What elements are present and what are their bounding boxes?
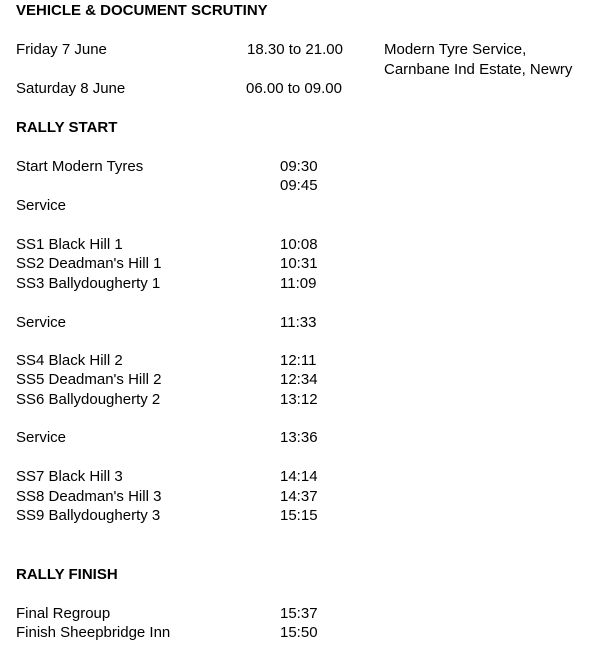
ss1-label: SS1 Black Hill 1 [16, 236, 123, 253]
ss5-label: SS5 Deadman's Hill 2 [16, 371, 162, 388]
saturday-label: Saturday 8 June [16, 80, 126, 97]
rally-start-heading: RALLY START [16, 119, 118, 136]
finish-time: 15:50 [280, 624, 318, 641]
friday-label: Friday 7 June [16, 41, 107, 58]
ss6-label: SS6 Ballydougherty 2 [16, 391, 161, 408]
start-time: 09:30 [280, 158, 318, 175]
ss4-time: 12:11 [280, 352, 317, 369]
regroup-time: 15:37 [280, 605, 318, 622]
ss8-label: SS8 Deadman's Hill 3 [16, 488, 162, 505]
ss3-time: 11:09 [280, 275, 317, 292]
start-label: Start Modern Tyres [16, 158, 144, 175]
ss2-label: SS2 Deadman's Hill 1 [16, 255, 162, 272]
ss3-label: SS3 Ballydougherty 1 [16, 275, 161, 292]
ss5-time: 12:34 [280, 371, 318, 388]
ss9-label: SS9 Ballydougherty 3 [16, 507, 161, 524]
scrutiny-heading: VEHICLE & DOCUMENT SCRUTINY [16, 2, 268, 19]
finish-label: Finish Sheepbridge Inn [16, 624, 171, 641]
ss4-label: SS4 Black Hill 2 [16, 352, 123, 369]
ss7-label: SS7 Black Hill 3 [16, 468, 123, 485]
saturday-time: 06.00 to 09.00 [246, 80, 342, 97]
friday-time: 18.30 to 21.00 [247, 41, 343, 58]
service-0-label: Service [16, 197, 67, 214]
service-1-time: 11:33 [280, 314, 317, 331]
service-0-time: 09:45 [280, 177, 318, 194]
service-2-time: 13:36 [280, 429, 318, 446]
service-2-label: Service [16, 429, 67, 446]
service-1-label: Service [16, 314, 67, 331]
ss1-time: 10:08 [280, 236, 318, 253]
ss2-time: 10:31 [280, 255, 318, 272]
rally-finish-heading: RALLY FINISH [16, 566, 118, 583]
ss8-time: 14:37 [280, 488, 318, 505]
venue-line-2: Carnbane Ind Estate, Newry [384, 61, 573, 78]
ss9-time: 15:15 [280, 507, 318, 524]
regroup-label: Final Regroup [16, 605, 111, 622]
ss6-time: 13:12 [280, 391, 318, 408]
venue-line-1: Modern Tyre Service, [384, 41, 527, 58]
ss7-time: 14:14 [280, 468, 318, 485]
